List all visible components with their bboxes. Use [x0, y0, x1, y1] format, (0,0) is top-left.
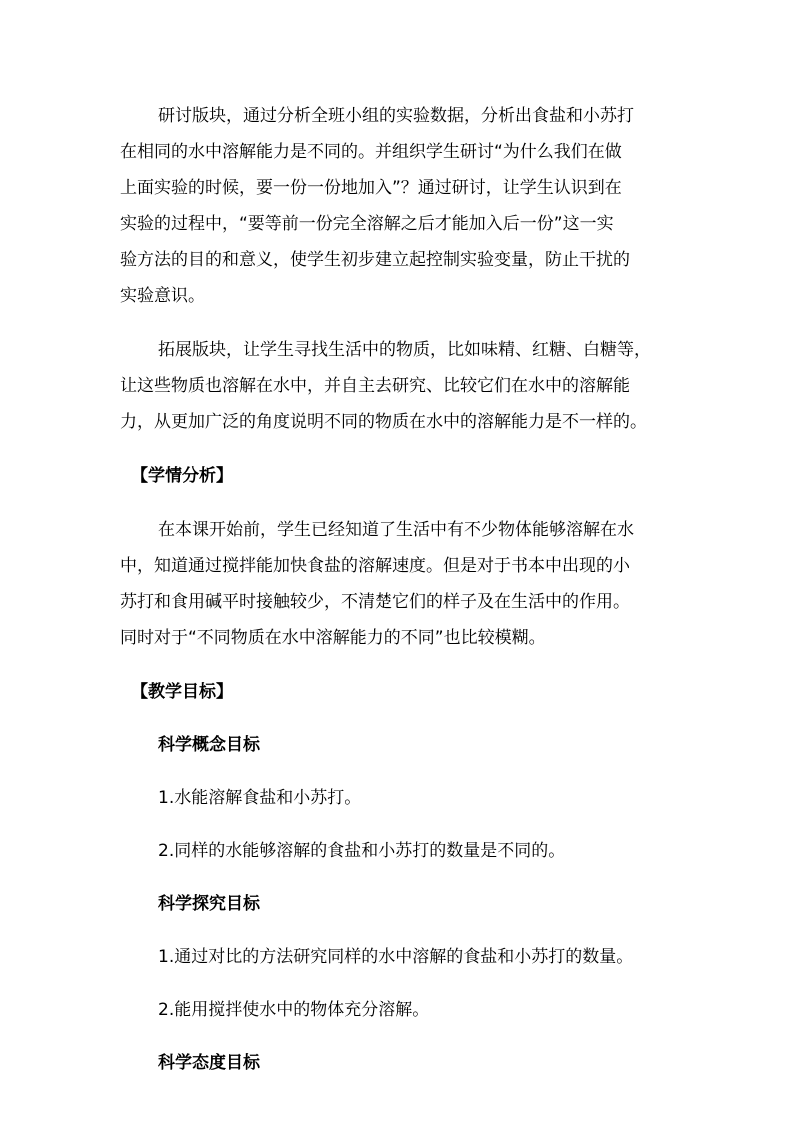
- concept-goal-item-2: 2.同样的水能够溶解的食盐和小苏打的数量是不同的。: [158, 841, 566, 861]
- paragraph-2-line-3: 力，从更加广泛的角度说明不同的物质在水中的溶解能力是不一样的。: [120, 412, 647, 432]
- learning-analysis-line-3: 苏打和食用碱平时接触较少，不清楚它们的样子及在生活中的作用。: [120, 592, 630, 612]
- concept-goal-item-1: 1.水能溶解食盐和小苏打。: [158, 788, 362, 808]
- paragraph-2-line-2: 让这些物质也溶解在水中，并自主去研究、比较它们在水中的溶解能: [120, 376, 630, 396]
- paragraph-1-line-5: 验方法的目的和意义，使学生初步建立起控制实验变量，防止干扰的: [120, 250, 630, 270]
- section-heading-teaching-goals: 【教学目标】: [131, 682, 233, 702]
- paragraph-1-line-3: 上面实验的时候，要一份一份地加入”？通过研讨，让学生认识到在: [120, 178, 622, 198]
- subheading-concept-goals: 科学概念目标: [158, 735, 260, 755]
- paragraph-2-line-1: 拓展版块，让学生寻找生活中的物质，比如味精、红糖、白糖等，: [158, 340, 651, 360]
- paragraph-1-line-6: 实验意识。: [120, 286, 205, 306]
- paragraph-1-line-1: 研讨版块，通过分析全班小组的实验数据，分析出食盐和小苏打: [158, 106, 634, 126]
- section-heading-learning-analysis: 【学情分析】: [131, 466, 233, 486]
- learning-analysis-line-1: 在本课开始前，学生已经知道了生活中有不少物体能够溶解在水: [158, 520, 634, 540]
- subheading-inquiry-goals: 科学探究目标: [158, 894, 260, 914]
- learning-analysis-line-4: 同时对于“不同物质在水中溶解能力的不同”也比较模糊。: [120, 628, 546, 648]
- paragraph-1-line-2: 在相同的水中溶解能力是不同的。并组织学生研讨“为什么我们在做: [120, 142, 622, 162]
- paragraph-1-line-4: 实验的过程中，“要等前一份完全溶解之后才能加入后一份”这一实: [120, 214, 614, 234]
- inquiry-goal-item-1: 1.通过对比的方法研究同样的水中溶解的食盐和小苏打的数量。: [158, 947, 634, 967]
- subheading-attitude-goals: 科学态度目标: [158, 1053, 260, 1073]
- learning-analysis-line-2: 中，知道通过搅拌能加快食盐的溶解速度。但是对于书本中出现的小: [120, 556, 630, 576]
- inquiry-goal-item-2: 2.能用搅拌使水中的物体充分溶解。: [158, 1000, 430, 1020]
